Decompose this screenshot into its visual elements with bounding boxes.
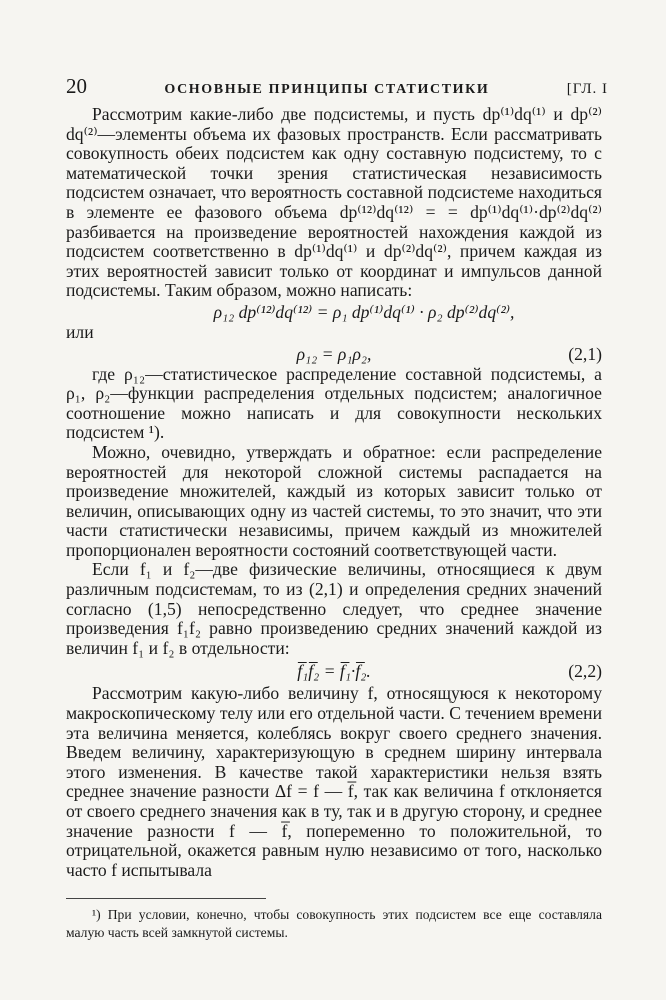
chapter-label: [ГЛ. I: [566, 81, 608, 97]
paragraph-2: где ρ₁₂—статистическое распределение составной подсистемы, а ρ₁, ρ₂—функции распределения отдельных подсистем; аналогичное соотношение можно написать и для совокупности нескольких подсистем ¹).: [66, 363, 602, 443]
paragraph-5: Рассмотрим какую-либо величину f, относящуюся к некоторому макроскопическому телу или его отдельной части. С течением времени эта величина меняется, колеблясь вокруг своего среднего значения. Введем величину, характеризующую в среднем ширину интервала этого изменения. В качестве такой характеристики нельзя взять среднее значение разности Δf = f — f̅, так как величина f отклоняется от своего среднего значения как в ту, так и в другую сторону, и среднее значение разности f — f̅, попеременно то положительной, то отрицательной, окажется равным нулю независимо от того, насколько часто f испытывала: [66, 683, 602, 880]
footnote: ¹) При условии, конечно, чтобы совокупность этих подсистем все еще составляла малую часть всей замкнутой системы.: [66, 907, 602, 940]
page-number: 20: [66, 74, 87, 98]
formula-2-1: [66, 343, 602, 365]
running-title: ОСНОВНЫЕ ПРИНЦИПЫ СТАТИСТИКИ: [164, 82, 490, 97]
paragraph-4: Если f₁ и f₂—две физические величины, относящиеся к двум различным подсистемам, то из (2,1) и определения средних значений согласно (1,5) непосредственно следует, что среднее значение произведения f₁f₂ равно произведению средних значений каждой из величин f₁ и f₂ в отдельности:: [66, 559, 602, 658]
main-text: [66, 105, 602, 880]
equation-number-2-2: (2,2): [568, 661, 602, 682]
paragraph-3: Можно, очевидно, утверждать и обратное: если распределение вероятностей для некоторой сложной системы распадается на произведение множителей, каждый из которых зависит только от величин, описывающих одну из частей системы, то это значит, что эти части статистически независимы, причем каждый из множителей пропорционален вероятности состояний соответствующей части.: [66, 441, 602, 560]
equation-number-2-1: (2,1): [568, 343, 602, 364]
formula-2-2-expression: f̅₁f̅₂ = f̅₁·f̅₂.: [297, 661, 371, 682]
paragraph-1: Рассмотрим какие-либо две подсистемы, и пусть dp⁽¹⁾dq⁽¹⁾ и dp⁽²⁾dq⁽²⁾—элементы объема их фазовых пространств. Если рассматривать совокупность обеих подсистем как одну составную подсистему, то с математической точки зрения статистическая независимость подсистем означает, что вероятность составной подсистеме находиться в элементе ее фазового объема dp⁽¹²⁾dq⁽¹²⁾ = = dp⁽¹⁾dq⁽¹⁾·dp⁽²⁾dq⁽²⁾ разбивается на произведение вероятностей нахождения каждой из подсистем соответственно в dp⁽¹⁾dq⁽¹⁾ и dp⁽²⁾dq⁽²⁾, причем каждая из этих вероятностей зависит только от координат и импульсов данной подсистемы. Таким образом, можно написать:: [66, 104, 602, 301]
formula-product-elements: [66, 301, 602, 323]
footnote-divider: [66, 898, 266, 899]
word-ili: или: [66, 321, 94, 342]
formula-1-expression: ρ₁₂ dp⁽¹²⁾dq⁽¹²⁾ = ρ₁ dp⁽¹⁾dq⁽¹⁾ · ρ₂ dp⁽²⁾dq⁽²⁾,: [213, 301, 515, 322]
page-header: [66, 74, 608, 98]
formula-2-2: [66, 658, 602, 684]
formula-2-1-expression: ρ₁₂ = ρ₁ρ₂,: [296, 343, 372, 364]
